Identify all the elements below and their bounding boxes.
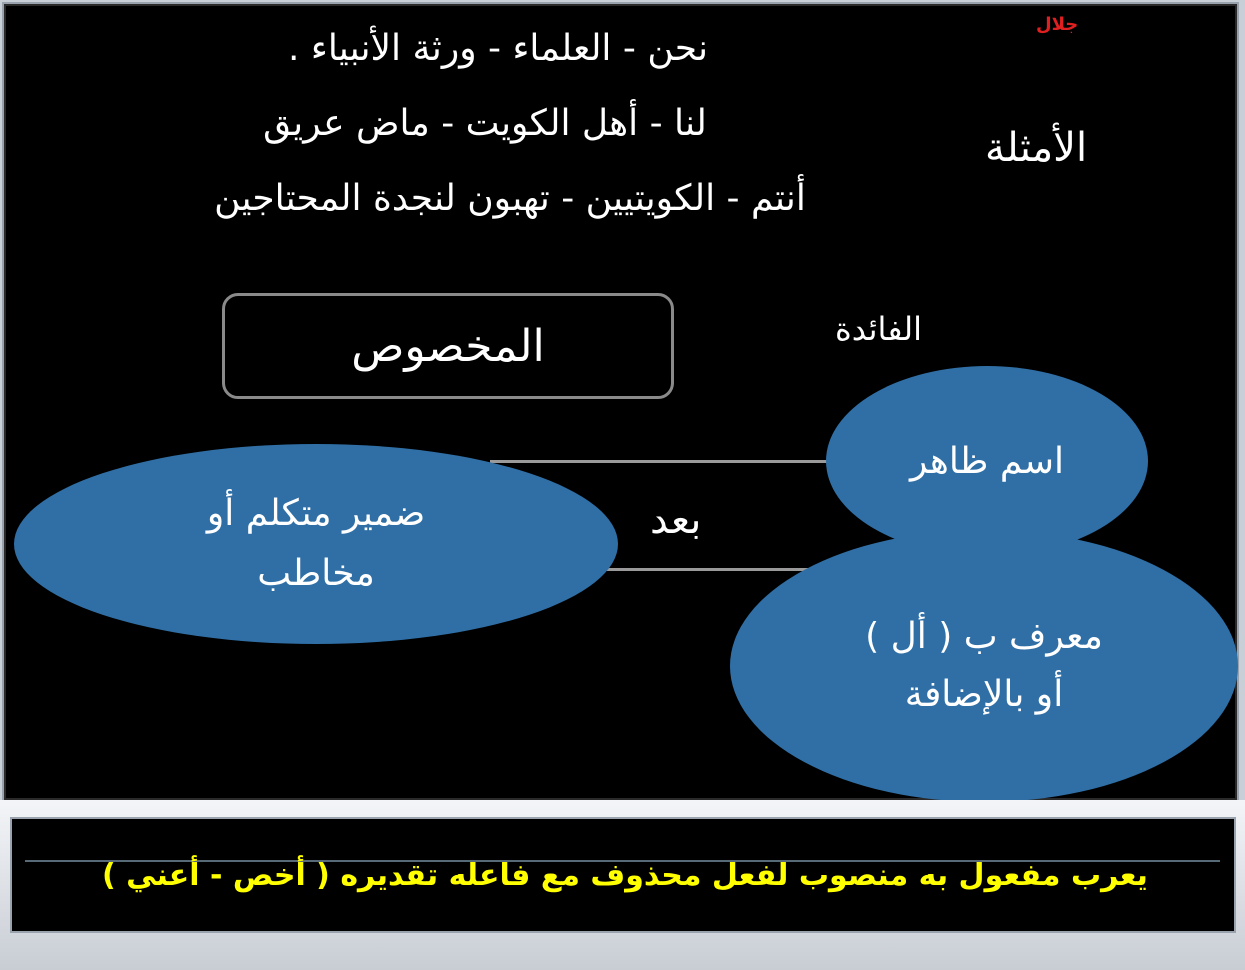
grammar-rule-text: يعرب مفعول به منصوب لفعل محذوف مع فاعله تقديره ( أخص - أعني ) [102,858,1148,893]
explicit-noun-oval [826,366,1148,556]
definite-noun-oval [730,530,1238,802]
example-line-2: لنا - أهل الكويت - ماض عريق [263,103,707,144]
definite-noun-line-2: أو بالإضافة [904,674,1064,715]
term-label: المخصوص [351,320,545,372]
example-line-1: نحن - العلماء - ورثة الأنبياء . [288,28,708,69]
connector-line-top [490,460,835,463]
example-line-3: أنتم - الكويتيين - تهبون لنجدة المحتاجين [214,178,806,219]
benefit-heading: الفائدة [835,310,923,348]
examples-heading: الأمثلة [985,125,1088,171]
pronoun-oval [14,444,618,644]
pronoun-line-1: ضمير متكلم أو [206,493,426,534]
author-label: جلال [1036,14,1079,35]
term-box [222,293,674,399]
explicit-noun-label: اسم ظاهر [909,440,1065,482]
definite-noun-line-1: معرف ب ( أل ) [865,616,1103,657]
pronoun-line-2: مخاطب [257,553,375,594]
connector-label: بعد [650,497,702,543]
